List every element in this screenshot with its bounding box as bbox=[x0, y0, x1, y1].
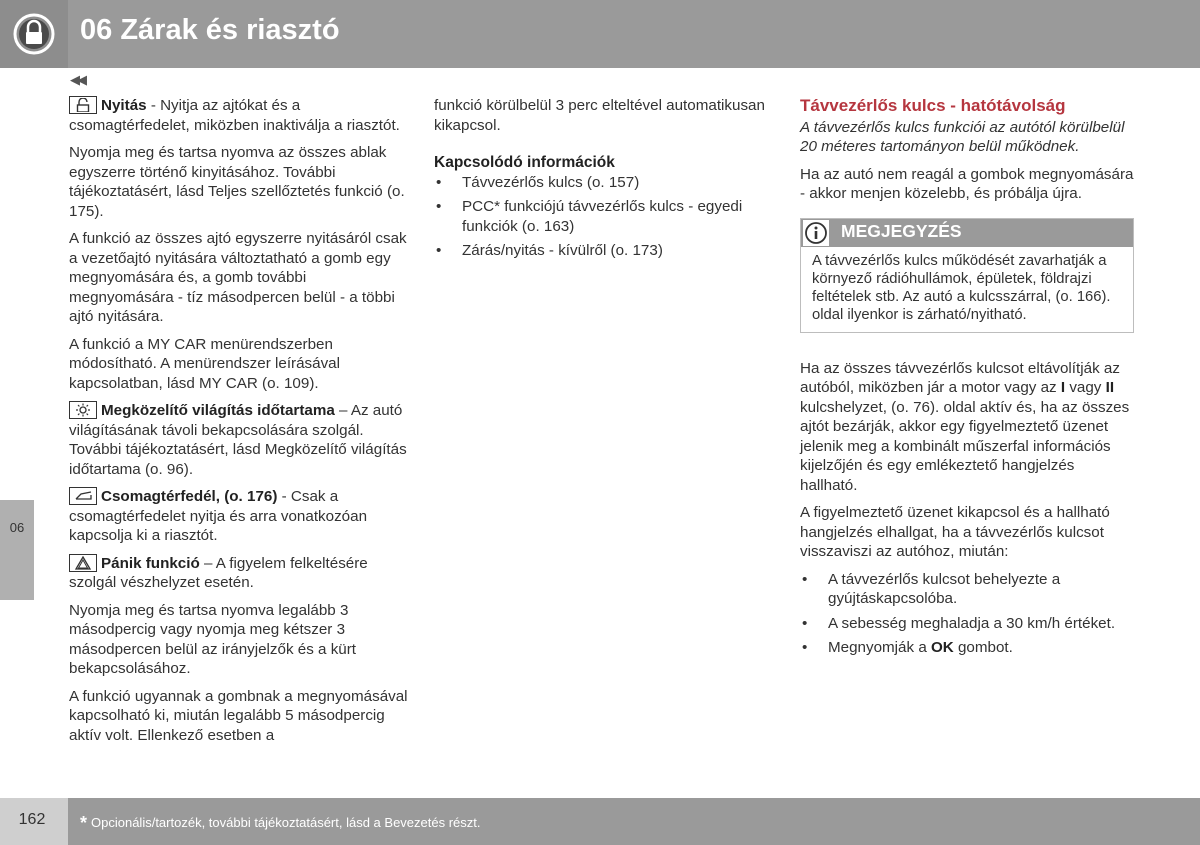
key-position-ii: II bbox=[1105, 379, 1115, 396]
note-header bbox=[801, 219, 1133, 247]
paragraph: A figyelmeztető üzenet kikapcsol és a hallható hangjelzés elhallgat, ha a távvezérlős kulcsot visszaviszi az autóhoz, miután: bbox=[800, 504, 1110, 560]
approach-light-label: Megközelítő világítás időtartama bbox=[101, 402, 335, 419]
footer-note bbox=[80, 813, 481, 834]
paragraph: Nyomja meg és tartsa nyomva az összes ablak egyszerre történő kinyitásához. További tájékoztatásért, lásd Teljes szellőztetés funkció (o. 175). bbox=[69, 144, 405, 220]
panic-warning-icon bbox=[69, 554, 97, 572]
column-2 bbox=[434, 96, 774, 266]
panic-text: – A figyelem felkeltésére szolgál vészhelyzet esetén. bbox=[69, 554, 368, 591]
trunk-text: - Csak a csomagtérfedelet nyitja és arra vonatkozóan kapcsolja ki a riasztót. bbox=[69, 488, 368, 544]
note-body: A távvezérlős kulcs működését zavarhatják a környező rádióhullámok, épületek, földrajzi feltételek stb. Az autó a kulcsszárral, (o. 166). oldal ilyenkor is zárható/nyitható. bbox=[812, 252, 1111, 323]
text-run: gombot. bbox=[953, 639, 1013, 656]
paragraph-trunk bbox=[69, 487, 414, 546]
paragraph-warning bbox=[800, 359, 1134, 496]
paragraph: Nyomja meg és tartsa nyomva legalább 3 másodpercig vagy nyomja meg kétszer 3 másodpercen belül az irányjelzők és a kürt bekapcsolásához. bbox=[69, 601, 357, 677]
paragraph: funkció körülbelül 3 perc elteltével automatikusan kikapcsol. bbox=[434, 97, 765, 134]
related-info-link[interactable]: • Zárás/nyitás - kívülről (o. 173) bbox=[434, 241, 774, 261]
list-item: • A sebesség meghaladja a 30 km/h értéket. bbox=[800, 614, 1134, 634]
related-info-link[interactable]: • PCC* funkciójú távvezérlős kulcs - egyedi funkciók (o. 163) bbox=[434, 197, 774, 236]
footer-note-text: Opcionális/tartozék, további tájékoztatásért, lásd a Bevezetés részt. bbox=[91, 815, 481, 830]
key-position-i: I bbox=[1060, 379, 1066, 396]
text-run: vagy bbox=[1065, 379, 1106, 396]
trunk-label: Csomagtérfedél, (o. 176) bbox=[101, 488, 278, 505]
paragraph: Ha az autó nem reagál a gombok megnyomására - akkor menjen közelebb, és próbálja újra. bbox=[800, 165, 1134, 202]
paragraph: A funkció az összes ajtó egyszerre nyitásáról csak a vezetőajtó nyitására változtatható a gomb egy megnyomására és, a gomb további megnyomására - tíz másodpercen belül - a többi ajtó nyitására. bbox=[69, 230, 407, 325]
padlock-icon bbox=[13, 12, 55, 56]
paragraph-unlock bbox=[69, 96, 414, 135]
page-title: 06 Zárak és riasztó bbox=[80, 14, 340, 46]
panic-label: Pánik funkció bbox=[101, 554, 200, 572]
column-1 bbox=[69, 96, 414, 753]
condition-list bbox=[800, 570, 1134, 658]
section-lead: A távvezérlős kulcs funkciói az autótól körülbelül 20 méteres tartományon belül működnek. bbox=[800, 118, 1125, 155]
page-number: 162 bbox=[18, 811, 46, 828]
column-3 bbox=[800, 96, 1134, 663]
unlock-label: Nyitás bbox=[101, 97, 147, 114]
related-info-link[interactable]: • Távvezérlős kulcs (o. 157) bbox=[434, 173, 774, 193]
chapter-side-tab-label: 06 bbox=[9, 520, 25, 535]
paragraph-panic bbox=[69, 554, 414, 593]
chapter-side-tab bbox=[0, 500, 34, 600]
paragraph: A funkció a MY CAR menürendszerben módosítható. A menürendszer leírásával kapcsolatban, lásd MY CAR (o. 109). bbox=[69, 335, 340, 392]
related-info-list bbox=[434, 173, 774, 261]
paragraph-approach-light bbox=[69, 401, 414, 479]
note-title: MEGJEGYZÉS bbox=[841, 220, 962, 241]
unlock-icon bbox=[69, 96, 97, 114]
section-heading: Távvezérlős kulcs - hatótávolság bbox=[800, 96, 1066, 115]
paragraph: A funkció ugyannak a gombnak a megnyomásával kapcsolható ki, miután legalább 5 másodpercig aktív volt. Ellenkező esetben a bbox=[69, 687, 408, 744]
asterisk: * bbox=[80, 813, 88, 833]
list-item: • A távvezérlős kulcsot behelyezte a gyújtáskapcsolóba. bbox=[800, 570, 1134, 609]
note-box bbox=[800, 218, 1134, 333]
back-link[interactable]: ◀◀ bbox=[70, 72, 84, 87]
chapter-icon-box bbox=[0, 0, 68, 68]
text-run: Ha az összes távvezérlős kulcsot eltávolítják az autóból, miközben jár a motor vagy az bbox=[800, 359, 1120, 396]
list-item bbox=[800, 638, 1134, 658]
ok-label: OK bbox=[930, 639, 954, 656]
text-run: Megnyomják a bbox=[828, 639, 931, 656]
approach-light-text: – Az autó világításának távoli bekapcsolására szolgál. További tájékoztatásért, lásd Megközelítő világítás időtartama (o. 96). bbox=[69, 402, 407, 478]
trunk-icon bbox=[69, 487, 97, 505]
related-info-heading: Kapcsolódó információk bbox=[434, 154, 615, 171]
unlock-text: - Nyitja az ajtókat és a csomagtérfedelet, miközben inaktiválja a riasztót. bbox=[69, 97, 400, 134]
text-run: kulcshelyzet, (o. 76). oldal aktív és, ha az összes ajtót bezárják, akkor egy figyelmeztető üzenet jelenik meg a kombinált műszerfal információs kijelzőjén és egy emlékeztető hangjelzés hallható. bbox=[800, 398, 1130, 494]
info-icon bbox=[803, 220, 829, 246]
approach-light-icon bbox=[69, 401, 97, 419]
